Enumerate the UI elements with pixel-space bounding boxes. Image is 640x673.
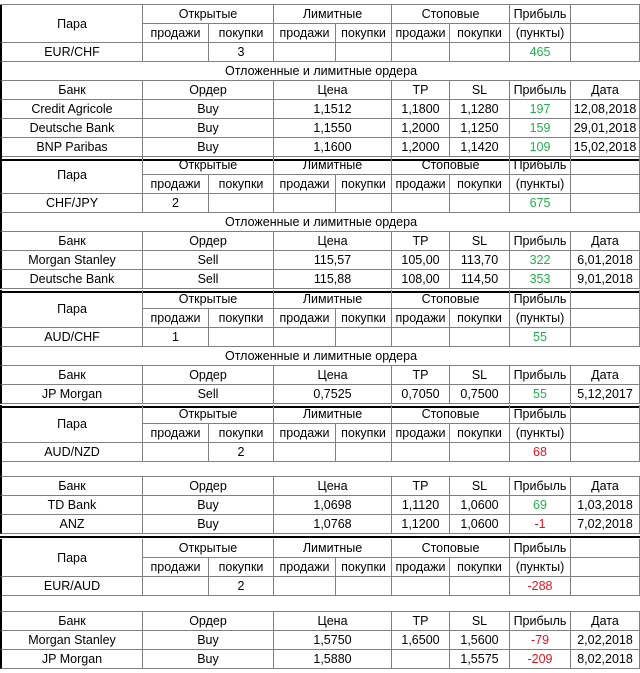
order-date[interactable]: 15,02,2018 (571, 138, 640, 157)
header-limit[interactable]: Лимитные (274, 539, 392, 558)
order-date[interactable]: 29,01,2018 (571, 119, 640, 138)
open-buy-count[interactable]: 3 (209, 43, 274, 62)
order-date[interactable]: 7,02,2018 (571, 515, 640, 534)
order-profit[interactable]: -209 (510, 650, 571, 669)
cell-empty[interactable] (336, 328, 392, 347)
blank-row (0, 593, 640, 612)
pair-name[interactable]: CHF/JPY (0, 194, 143, 213)
cell-empty[interactable] (571, 24, 640, 43)
orders-title: Отложенные и лимитные ордера (0, 213, 640, 232)
cell-empty[interactable] (392, 328, 450, 347)
order-sl[interactable]: 1,0600 (450, 496, 510, 515)
order-profit[interactable]: 353 (510, 270, 571, 289)
open-buy-count[interactable]: 2 (209, 577, 274, 596)
order-tp[interactable]: 0,7050 (392, 385, 450, 404)
cell-empty[interactable] (450, 328, 510, 347)
header-limit[interactable]: Лимитные (274, 290, 392, 309)
order-tp[interactable]: 108,00 (392, 270, 450, 289)
cell-empty[interactable] (571, 290, 640, 309)
order-bank[interactable]: JP Morgan (0, 385, 143, 404)
cell-empty[interactable] (274, 43, 336, 62)
order-price[interactable]: 1,0768 (274, 515, 392, 534)
orders-title: Отложенные и лимитные ордера (0, 347, 640, 366)
header-open-sell[interactable]: продажи (143, 24, 209, 43)
header-open[interactable]: Открытые (143, 539, 274, 558)
header-order[interactable]: Ордер (143, 366, 274, 385)
order-tp[interactable]: 1,1800 (392, 100, 450, 119)
order-date[interactable]: 9,01,2018 (571, 270, 640, 289)
cell-empty[interactable] (571, 156, 640, 175)
order-tp[interactable]: 1,2000 (392, 119, 450, 138)
header-open-sell[interactable]: продажи (143, 175, 209, 194)
header-date[interactable]: Дата (571, 232, 640, 251)
open-sell-count[interactable]: 1 (143, 328, 209, 347)
order-profit[interactable]: 109 (510, 138, 571, 157)
header-limit-buy[interactable]: покупки (336, 24, 392, 43)
open-buy-count[interactable] (209, 328, 274, 347)
header-date[interactable]: Дата (571, 81, 640, 100)
cell-empty[interactable] (274, 328, 336, 347)
cell-empty[interactable] (571, 328, 640, 347)
cell-empty[interactable] (392, 43, 450, 62)
order-sl[interactable]: 1,5600 (450, 631, 510, 650)
cell-empty[interactable] (450, 194, 510, 213)
header-pair[interactable]: Пара (0, 156, 143, 194)
header-stop-buy[interactable]: покупки (450, 309, 510, 328)
header-limit-sell[interactable]: продажи (274, 558, 336, 577)
pair-name[interactable]: EUR/AUD (0, 577, 143, 596)
header-stop[interactable]: Стоповые (392, 290, 510, 309)
order-side[interactable]: Buy (143, 515, 274, 534)
open-sell-count[interactable]: 2 (143, 194, 209, 213)
cell-empty[interactable] (571, 5, 640, 24)
section-profit[interactable]: 55 (510, 328, 571, 347)
header-pair[interactable]: Пара (0, 405, 143, 443)
header-open[interactable]: Открытые (143, 405, 274, 424)
blank-row (0, 458, 640, 477)
header-date[interactable]: Дата (571, 612, 640, 631)
header-order[interactable]: Ордер (143, 612, 274, 631)
cell-empty[interactable] (336, 43, 392, 62)
header-pair[interactable]: Пара (0, 5, 143, 43)
header-stop-buy[interactable]: покупки (450, 424, 510, 443)
order-side[interactable]: Sell (143, 385, 274, 404)
header-stop-buy[interactable]: покупки (450, 558, 510, 577)
header-stop-sell[interactable]: продажи (392, 309, 450, 328)
header-open[interactable]: Открытые (143, 156, 274, 175)
order-profit[interactable]: -79 (510, 631, 571, 650)
header-stop-sell[interactable]: продажи (392, 424, 450, 443)
cell-empty[interactable] (336, 194, 392, 213)
header-profit[interactable]: Прибыль (510, 5, 571, 24)
order-bank[interactable]: BNP Paribas (0, 138, 143, 157)
order-sl[interactable]: 1,5575 (450, 650, 510, 669)
header-open[interactable]: Открытые (143, 5, 274, 24)
header-points[interactable]: (пункты) (510, 24, 571, 43)
section-divider (0, 536, 640, 538)
header-stop-sell[interactable]: продажи (392, 24, 450, 43)
pair-name[interactable]: EUR/CHF (0, 43, 143, 62)
order-sl[interactable]: 113,70 (450, 251, 510, 270)
header-price[interactable]: Цена (274, 81, 392, 100)
header-tp[interactable]: TP (392, 81, 450, 100)
order-price[interactable]: 115,88 (274, 270, 392, 289)
order-sl[interactable]: 1,0600 (450, 515, 510, 534)
header-price[interactable]: Цена (274, 232, 392, 251)
open-sell-count[interactable] (143, 43, 209, 62)
header-date[interactable]: Дата (571, 477, 640, 496)
section-profit[interactable]: 675 (510, 194, 571, 213)
order-side[interactable]: Buy (143, 631, 274, 650)
header-sl[interactable]: SL (450, 366, 510, 385)
order-sl[interactable]: 1,1280 (450, 100, 510, 119)
order-price[interactable]: 0,7525 (274, 385, 392, 404)
order-bank[interactable]: Deutsche Bank (0, 119, 143, 138)
header-order-profit[interactable]: Прибыль (510, 477, 571, 496)
cell-empty[interactable] (450, 43, 510, 62)
header-price[interactable]: Цена (274, 366, 392, 385)
header-tp[interactable]: TP (392, 612, 450, 631)
header-sl[interactable]: SL (450, 232, 510, 251)
open-buy-count[interactable] (209, 194, 274, 213)
header-bank[interactable]: Банк (0, 232, 143, 251)
order-side[interactable]: Buy (143, 650, 274, 669)
header-open-buy[interactable]: покупки (209, 175, 274, 194)
header-pair[interactable]: Пара (0, 539, 143, 577)
header-limit-sell[interactable]: продажи (274, 424, 336, 443)
order-profit[interactable]: 55 (510, 385, 571, 404)
header-stop-sell[interactable]: продажи (392, 558, 450, 577)
order-side[interactable]: Buy (143, 138, 274, 157)
header-open-sell[interactable]: продажи (143, 424, 209, 443)
order-tp[interactable]: 1,1120 (392, 496, 450, 515)
pair-name[interactable]: AUD/CHF (0, 328, 143, 347)
order-date[interactable]: 8,02,2018 (571, 650, 640, 669)
order-price[interactable]: 115,57 (274, 251, 392, 270)
header-bank[interactable]: Банк (0, 81, 143, 100)
section-profit[interactable]: -288 (510, 577, 571, 596)
header-limit-sell[interactable]: продажи (274, 175, 336, 194)
order-tp[interactable]: 1,2000 (392, 138, 450, 157)
order-side[interactable]: Sell (143, 251, 274, 270)
order-sl[interactable]: 1,1420 (450, 138, 510, 157)
header-profit[interactable]: Прибыль (510, 405, 571, 424)
order-bank[interactable]: ANZ (0, 515, 143, 534)
order-date[interactable]: 5,12,2017 (571, 385, 640, 404)
header-order[interactable]: Ордер (143, 232, 274, 251)
header-stop[interactable]: Стоповые (392, 405, 510, 424)
header-limit[interactable]: Лимитные (274, 156, 392, 175)
header-stop-buy[interactable]: покупки (450, 175, 510, 194)
header-stop[interactable]: Стоповые (392, 5, 510, 24)
header-limit-sell[interactable]: продажи (274, 309, 336, 328)
sheet-top-border (0, 4, 640, 5)
order-tp[interactable]: 1,1200 (392, 515, 450, 534)
header-stop-buy[interactable]: покупки (450, 24, 510, 43)
order-tp[interactable] (392, 650, 450, 669)
header-points[interactable]: (пункты) (510, 309, 571, 328)
header-bank[interactable]: Банк (0, 366, 143, 385)
order-profit[interactable]: 197 (510, 100, 571, 119)
order-profit[interactable]: -1 (510, 515, 571, 534)
header-open-buy[interactable]: покупки (209, 309, 274, 328)
header-price[interactable]: Цена (274, 612, 392, 631)
header-stop-sell[interactable]: продажи (392, 175, 450, 194)
cell-empty[interactable] (571, 43, 640, 62)
header-open-sell[interactable]: продажи (143, 309, 209, 328)
header-open-buy[interactable]: покупки (209, 558, 274, 577)
order-bank[interactable]: Morgan Stanley (0, 251, 143, 270)
cell-empty[interactable] (571, 309, 640, 328)
header-open[interactable]: Открытые (143, 290, 274, 309)
cell-empty[interactable] (571, 424, 640, 443)
header-tp[interactable]: TP (392, 366, 450, 385)
cell-empty[interactable] (274, 194, 336, 213)
order-date[interactable]: 2,02,2018 (571, 631, 640, 650)
order-profit[interactable]: 159 (510, 119, 571, 138)
orders-title: Отложенные и лимитные ордера (0, 62, 640, 81)
header-profit[interactable]: Прибыль (510, 156, 571, 175)
cell-empty[interactable] (571, 194, 640, 213)
header-stop[interactable]: Стоповые (392, 156, 510, 175)
header-points[interactable]: (пункты) (510, 175, 571, 194)
section-profit[interactable]: 465 (510, 43, 571, 62)
order-bank[interactable]: Deutsche Bank (0, 270, 143, 289)
cell-empty[interactable] (571, 405, 640, 424)
cell-empty[interactable] (392, 194, 450, 213)
header-date[interactable]: Дата (571, 366, 640, 385)
header-sl[interactable]: SL (450, 477, 510, 496)
pair-name[interactable]: AUD/NZD (0, 443, 143, 462)
order-bank[interactable]: Credit Agricole (0, 100, 143, 119)
header-price[interactable]: Цена (274, 477, 392, 496)
order-tp[interactable]: 1,6500 (392, 631, 450, 650)
cell-empty[interactable] (571, 539, 640, 558)
header-profit[interactable]: Прибыль (510, 290, 571, 309)
header-tp[interactable]: TP (392, 477, 450, 496)
header-limit-buy[interactable]: покупки (336, 424, 392, 443)
header-pair[interactable]: Пара (0, 290, 143, 328)
header-order-profit[interactable]: Прибыль (510, 612, 571, 631)
order-price[interactable]: 1,5750 (274, 631, 392, 650)
header-sl[interactable]: SL (450, 612, 510, 631)
header-open-buy[interactable]: покупки (209, 424, 274, 443)
cell-empty[interactable] (571, 558, 640, 577)
header-bank[interactable]: Банк (0, 477, 143, 496)
order-price[interactable]: 1,1550 (274, 119, 392, 138)
header-profit[interactable]: Прибыль (510, 539, 571, 558)
header-sl[interactable]: SL (450, 81, 510, 100)
order-sl[interactable]: 1,1250 (450, 119, 510, 138)
header-open-sell[interactable]: продажи (143, 558, 209, 577)
order-bank[interactable]: TD Bank (0, 496, 143, 515)
header-order-profit[interactable]: Прибыль (510, 366, 571, 385)
order-price[interactable]: 1,1512 (274, 100, 392, 119)
header-limit-sell[interactable]: продажи (274, 24, 336, 43)
order-profit[interactable]: 322 (510, 251, 571, 270)
order-bank[interactable]: Morgan Stanley (0, 631, 143, 650)
header-limit-buy[interactable]: покупки (336, 558, 392, 577)
header-limit[interactable]: Лимитные (274, 405, 392, 424)
header-open-buy[interactable]: покупки (209, 24, 274, 43)
order-side[interactable]: Buy (143, 119, 274, 138)
header-order[interactable]: Ордер (143, 81, 274, 100)
order-side[interactable]: Buy (143, 496, 274, 515)
order-sl[interactable]: 114,50 (450, 270, 510, 289)
order-date[interactable]: 6,01,2018 (571, 251, 640, 270)
order-date[interactable]: 1,03,2018 (571, 496, 640, 515)
header-stop[interactable]: Стоповые (392, 539, 510, 558)
header-points[interactable]: (пункты) (510, 424, 571, 443)
header-order-profit[interactable]: Прибыль (510, 81, 571, 100)
open-buy-count[interactable]: 2 (209, 443, 274, 462)
header-tp[interactable]: TP (392, 232, 450, 251)
header-order-profit[interactable]: Прибыль (510, 232, 571, 251)
cell-empty[interactable] (571, 175, 640, 194)
header-limit-buy[interactable]: покупки (336, 175, 392, 194)
order-price[interactable]: 1,5880 (274, 650, 392, 669)
section-profit[interactable]: 68 (510, 443, 571, 462)
order-date[interactable]: 12,08,2018 (571, 100, 640, 119)
header-limit[interactable]: Лимитные (274, 5, 392, 24)
header-limit-buy[interactable]: покупки (336, 309, 392, 328)
order-price[interactable]: 1,0698 (274, 496, 392, 515)
header-order[interactable]: Ордер (143, 477, 274, 496)
order-profit[interactable]: 69 (510, 496, 571, 515)
order-price[interactable]: 1,1600 (274, 138, 392, 157)
header-bank[interactable]: Банк (0, 612, 143, 631)
header-points[interactable]: (пункты) (510, 558, 571, 577)
order-sl[interactable]: 0,7500 (450, 385, 510, 404)
order-side[interactable]: Buy (143, 100, 274, 119)
order-side[interactable]: Sell (143, 270, 274, 289)
order-tp[interactable]: 105,00 (392, 251, 450, 270)
order-bank[interactable]: JP Morgan (0, 650, 143, 669)
